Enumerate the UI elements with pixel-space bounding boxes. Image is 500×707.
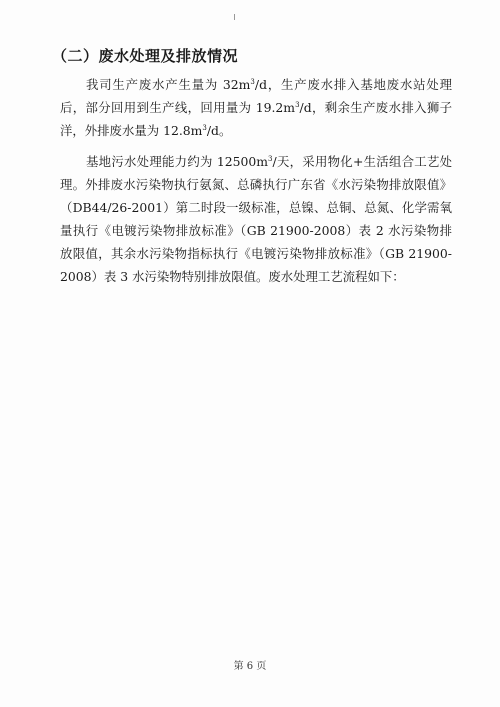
p2-text-a: 基地污水处理能力约为 12500m — [86, 154, 269, 169]
p1-sup-b: 3 — [295, 100, 300, 109]
scan-mark — [234, 14, 235, 20]
page-number: 第 6 页 — [233, 661, 267, 672]
p1-sup-a: 3 — [250, 77, 255, 86]
p2-text-b: /天，采用物化+生活组合工艺处理。外排废水污染物执行氨氮、总磷执行广东省《水污染物排放限值》（DB44/26-2001）第二时段一级标准，总镍、总铜、总氮、化学需氧量执行《电镀污染物排放标准》（GB 21900-2008）表 2 水污染物排放限值，其余水污染物指标执行《电镀污染物排放标准》（GB 21900-2008）表 3 水污染物特别排放限值。废水处理工艺流程如下： — [60, 154, 453, 284]
p1-text-b: /d，生产废水排入基地废水站处理后，部分回用到生产线，回用量为 19.2m — [60, 77, 452, 115]
paragraph-wastewater-volume — [60, 73, 452, 142]
p2-sup: 3 — [268, 154, 273, 163]
p1-text-d: /d。 — [206, 123, 232, 138]
p1-text-a: 我司生产废水产生量为 32m — [86, 77, 251, 92]
p1-sup-c: 3 — [202, 123, 207, 132]
section-heading: （二）废水处理及排放情况 — [52, 47, 239, 65]
p1-text-c: /d，剩余生产废水排入狮子洋，外排废水量为 12.8m — [60, 100, 453, 138]
paragraph-treatment-capacity — [60, 150, 452, 288]
